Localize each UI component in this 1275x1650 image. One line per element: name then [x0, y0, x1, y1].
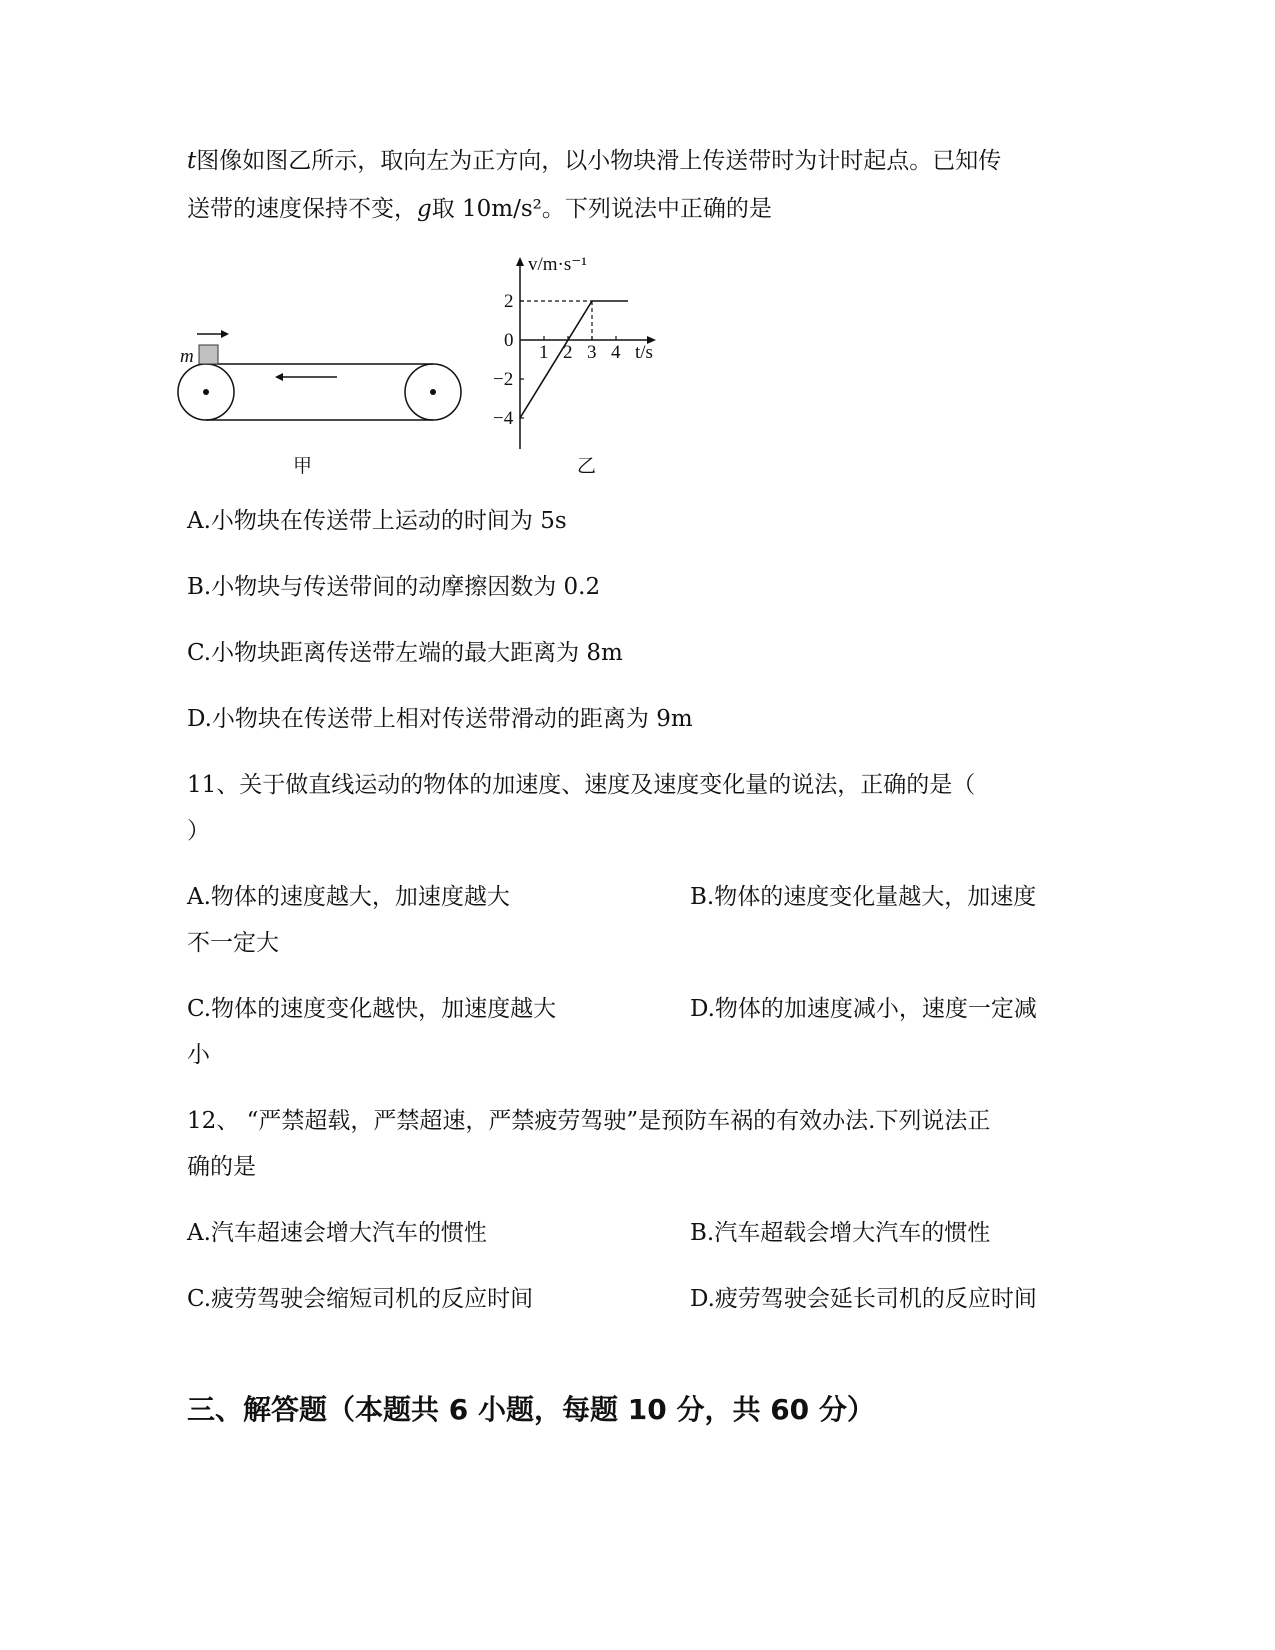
x-tick-label: 3	[587, 342, 597, 363]
q10-option-c: C.小物块距离传送带左端的最大距离为 8m	[187, 640, 623, 666]
intro-line-2	[187, 194, 772, 224]
y-tick-label: 2	[504, 291, 514, 312]
q11-stem-line-1: 11、关于做直线运动的物体的加速度、速度及速度变化量的说法，正确的是（	[187, 772, 976, 798]
q12-stem-line-1: 12、 “严禁超载，严禁超速，严禁疲劳驾驶”是预防车祸的有效办法.下列说法正	[187, 1108, 991, 1134]
q12-option-d: D.疲劳驾驶会延长司机的反应时间	[690, 1286, 1037, 1312]
q12-option-c: C.疲劳驾驶会缩短司机的反应时间	[187, 1286, 534, 1312]
q12-stem-line-2: 确的是	[187, 1154, 256, 1180]
q12-option-a: A.汽车超速会增大汽车的惯性	[187, 1220, 487, 1246]
caption-yi: 乙	[577, 455, 597, 477]
x-axis-label: t/s	[635, 342, 653, 363]
q10-option-b: B.小物块与传送带间的动摩擦因数为 0.2	[187, 574, 601, 600]
q11-option-b: B.物体的速度变化量越大，加速度	[690, 884, 1037, 910]
q11-option-d: D.物体的加速度减小，速度一定减	[690, 996, 1037, 1022]
y-axis-arrowhead	[516, 257, 524, 266]
belt-direction-arrow	[275, 373, 337, 381]
mass-label: m	[180, 346, 194, 367]
y-tick-label: −2	[493, 369, 514, 390]
axis-ticks	[493, 291, 621, 429]
q11-stem-line-2: ）	[187, 818, 210, 844]
section-3-heading: 三、解答题（本题共 6 小题，每题 10 分，共 60 分）	[187, 1393, 875, 1426]
intro-line-2-b: 取 10m/s²。下列说法中正确的是	[431, 196, 772, 222]
right-pulley-axle	[430, 389, 436, 395]
left-pulley-axle	[203, 389, 209, 395]
intro-var-g: g	[417, 196, 432, 222]
intro-line-2-a: 送带的速度保持不变，	[187, 196, 417, 222]
y-tick-label: 0	[504, 330, 514, 351]
q10-option-a: A.小物块在传送带上运动的时间为 5s	[187, 508, 567, 534]
q11-option-c: C.物体的速度变化越快，加速度越大	[187, 996, 557, 1022]
intro-line-1-text: 图像如图乙所示，取向左为正方向，以小物块滑上传送带时为计时起点。已知传	[196, 148, 1002, 174]
conveyor-belt-diagram	[178, 330, 461, 477]
q12-option-b: B.汽车超载会增大汽车的惯性	[690, 1220, 991, 1246]
y-axis-label: v/m·s⁻¹	[528, 254, 588, 275]
block-velocity-arrow	[197, 330, 229, 338]
intro-var-t: t	[187, 148, 197, 174]
x-tick-label: 1	[539, 342, 549, 363]
figure-belt-and-graph	[175, 252, 695, 492]
caption-jia: 甲	[293, 455, 313, 477]
q10-option-d: D.小物块在传送带上相对传送带滑动的距离为 9m	[187, 706, 693, 732]
q11-option-a: A.物体的速度越大，加速度越大	[187, 884, 510, 910]
q11-option-b-cont: 不一定大	[187, 930, 279, 956]
q11-option-d-cont: 小	[187, 1042, 210, 1068]
vt-graph	[493, 254, 656, 477]
y-tick-label: −4	[493, 408, 514, 429]
x-tick-label: 2	[563, 342, 573, 363]
dashed-guides	[520, 301, 592, 340]
mass-block	[199, 345, 218, 364]
x-tick-label: 4	[611, 342, 621, 363]
intro-line-1	[187, 146, 1001, 176]
